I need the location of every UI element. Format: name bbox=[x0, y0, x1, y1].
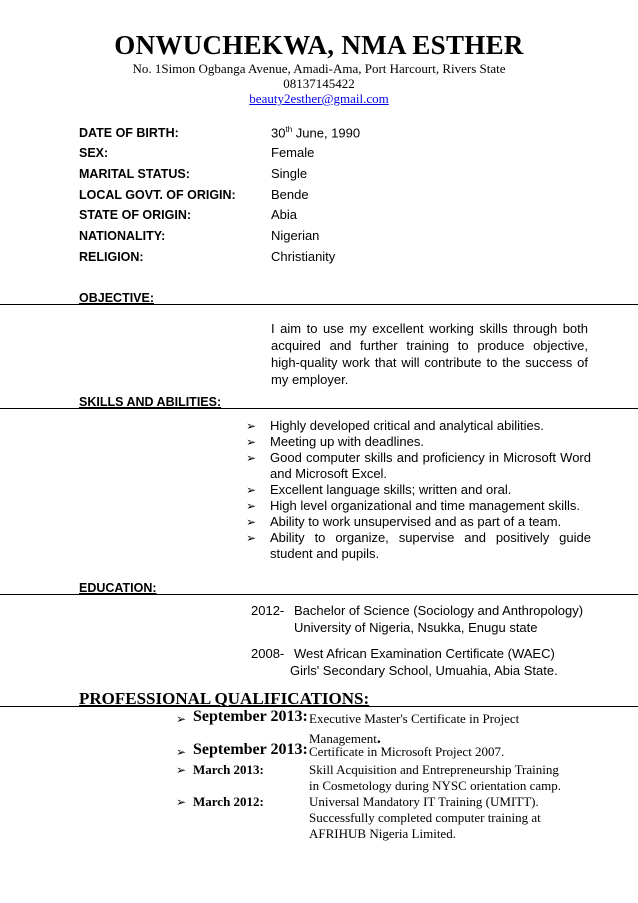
skills-title: SKILLS AND ABILITIES: bbox=[79, 395, 222, 409]
qualification-date: March 2013: bbox=[193, 762, 264, 777]
section-divider bbox=[0, 594, 638, 595]
email-link[interactable]: beauty2esther@gmail.com bbox=[249, 91, 389, 106]
section-divider bbox=[0, 408, 638, 409]
qualification-desc: Executive Master's Certificate in Project bbox=[309, 711, 520, 726]
marital-status-label: MARITAL STATUS: bbox=[79, 167, 190, 181]
education-degree: Bachelor of Science (Sociology and Anthropology) bbox=[294, 603, 584, 618]
dob-label: DATE OF BIRTH: bbox=[79, 126, 179, 140]
lga-value: Bende bbox=[271, 187, 309, 202]
arrow-bullet-icon: ➢ bbox=[246, 419, 257, 433]
state-of-origin-label: STATE OF ORIGIN: bbox=[79, 208, 192, 222]
arrow-bullet-icon: ➢ bbox=[246, 515, 257, 529]
qualification-desc: Universal Mandatory IT Training (UMITT). bbox=[309, 794, 539, 809]
state-of-origin-value: Abia bbox=[271, 207, 298, 222]
professional-qualifications-title: PROFESSIONAL QUALIFICATIONS: bbox=[79, 689, 370, 708]
candidate-name: ONWUCHEKWA, NMA ESTHER bbox=[114, 30, 524, 60]
section-divider bbox=[0, 706, 638, 707]
arrow-bullet-icon: ➢ bbox=[176, 763, 187, 777]
objective-text: I aim to use my excellent working skills through both acquired and further training to produce objective, high-quality work that will contribute to the success of my employer. bbox=[271, 321, 588, 387]
education-degree: West African Examination Certificate (WAEC) bbox=[294, 646, 555, 661]
list-item: ➢ Highly developed critical and analytical abilities. bbox=[246, 418, 544, 433]
arrow-bullet-icon: ➢ bbox=[176, 745, 187, 759]
address: No. 1Simon Ogbanga Avenue, Amadi-Ama, Port Harcourt, Rivers State bbox=[132, 61, 506, 76]
skills-list bbox=[246, 418, 591, 562]
list-item: ➢ Good computer skills and proficiency in Microsoft Word and Microsoft Excel. bbox=[246, 450, 591, 481]
religion-value: Christianity bbox=[271, 249, 336, 264]
qualification-item bbox=[176, 794, 596, 842]
education-school: University of Nigeria, Nsukka, Enugu state bbox=[294, 620, 538, 635]
email-row bbox=[0, 91, 638, 107]
qualification-item bbox=[176, 741, 596, 762]
qualification-date: September 2013: bbox=[193, 708, 308, 725]
section-divider bbox=[0, 304, 638, 305]
qualification-desc-cont: Successfully completed computer training at bbox=[309, 810, 541, 825]
religion-label: RELIGION: bbox=[79, 250, 144, 264]
lga-label: LOCAL GOVT. OF ORIGIN: bbox=[79, 188, 236, 202]
nationality-label: NATIONALITY: bbox=[79, 229, 166, 243]
arrow-bullet-icon: ➢ bbox=[176, 795, 187, 809]
objective-title: OBJECTIVE: bbox=[79, 291, 155, 305]
qualification-desc-cont: Management. bbox=[309, 730, 381, 747]
arrow-bullet-icon: ➢ bbox=[246, 451, 257, 465]
list-item: ➢ Excellent language skills; written and oral. bbox=[246, 482, 512, 497]
list-item: ➢ High level organizational and time management skills. bbox=[246, 498, 580, 513]
dob-value: 30th June, 1990 bbox=[271, 125, 361, 141]
qualification-desc: Skill Acquisition and Entrepreneurship Training bbox=[309, 762, 559, 777]
qualification-date: September 2013: bbox=[193, 741, 308, 758]
sex-value: Female bbox=[271, 145, 315, 160]
qualification-item bbox=[176, 762, 596, 794]
education-year: 2012- bbox=[251, 603, 285, 618]
arrow-bullet-icon: ➢ bbox=[246, 483, 257, 497]
arrow-bullet-icon: ➢ bbox=[246, 531, 257, 545]
nationality-value: Nigerian bbox=[271, 228, 320, 243]
qualification-item bbox=[176, 708, 596, 747]
marital-status-value: Single bbox=[271, 166, 308, 181]
arrow-bullet-icon: ➢ bbox=[246, 435, 257, 449]
arrow-bullet-icon: ➢ bbox=[246, 499, 257, 513]
list-item: ➢ Meeting up with deadlines. bbox=[246, 434, 424, 449]
list-item: ➢ Ability to work unsupervised and as part of a team. bbox=[246, 514, 562, 529]
education-title: EDUCATION: bbox=[79, 581, 157, 595]
sex-label: SEX: bbox=[79, 146, 109, 160]
qualification-desc: Certificate in Microsoft Project 2007. bbox=[309, 744, 505, 759]
qualification-desc-cont: AFRIHUB Nigeria Limited. bbox=[309, 826, 456, 841]
qualification-date: March 2012: bbox=[193, 794, 264, 809]
qualification-desc-cont: in Cosmetology during NYSC orientation camp. bbox=[309, 778, 562, 793]
phone-number: 08137145422 bbox=[283, 76, 355, 91]
education-school: Girls' Secondary School, Umuahia, Abia State. bbox=[290, 663, 558, 678]
arrow-bullet-icon: ➢ bbox=[176, 712, 187, 726]
list-item: ➢ Ability to organize, supervise and positively guide student and pupils. bbox=[246, 530, 591, 561]
education-year: 2008- bbox=[251, 646, 285, 661]
